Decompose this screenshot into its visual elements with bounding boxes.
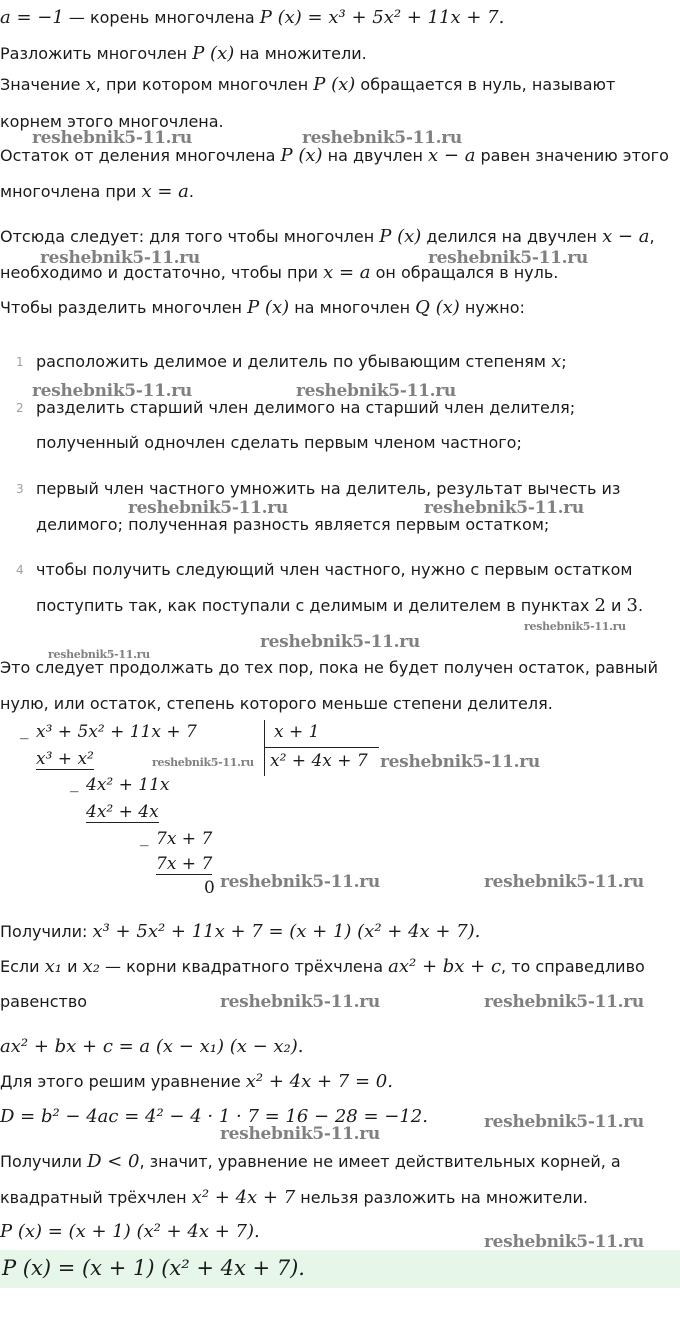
text-line xyxy=(0,227,655,247)
answer-box xyxy=(0,1250,680,1288)
watermark: reshebnik5-11.ru xyxy=(380,752,540,772)
text: нельзя разложить на множители. xyxy=(295,1188,588,1207)
list-number: 2 xyxy=(16,401,24,415)
watermark: reshebnik5-11.ru xyxy=(260,632,420,652)
math: P (x) xyxy=(313,74,356,95)
text: Чтобы разделить многочлен xyxy=(0,298,248,317)
watermark: reshebnik5-11.ru xyxy=(220,872,380,892)
list-number: 4 xyxy=(16,563,24,577)
watermark: reshebnik5-11.ru xyxy=(484,1112,644,1132)
math: x xyxy=(85,74,96,95)
list-item xyxy=(36,398,575,418)
math: P (x) = x³ + 5x² + 11x + 7. xyxy=(259,7,505,28)
text: Если xyxy=(0,957,45,976)
text-line xyxy=(0,75,615,95)
formula-line xyxy=(0,1037,304,1057)
formula-line xyxy=(0,1222,260,1242)
text: на двучлен xyxy=(322,146,429,165)
watermark: reshebnik5-11.ru xyxy=(428,248,588,268)
watermark: reshebnik5-11.ru xyxy=(424,498,584,518)
text-line xyxy=(0,694,553,714)
math: P (x) = (x + 1) (x² + 4x + 7). xyxy=(0,1221,260,1242)
list-number: 1 xyxy=(16,355,24,369)
watermark: reshebnik5-11.ru xyxy=(524,620,626,633)
list-item xyxy=(36,560,632,580)
text-line xyxy=(0,1152,621,1172)
text: — корни квадратного трёхчлена xyxy=(99,957,389,976)
watermark: reshebnik5-11.ru xyxy=(484,1232,644,1252)
minus-sign: _ xyxy=(20,720,29,740)
text: , значит, уравнение не имеет действительных корней, а xyxy=(139,1152,621,1171)
math: x₂ xyxy=(82,956,100,977)
subtrahend: x³ + x² xyxy=(36,749,94,769)
text: квадратный трёхчлен xyxy=(0,1188,192,1207)
watermark: reshebnik5-11.ru xyxy=(484,992,644,1012)
text: Остаток от деления многочлена xyxy=(0,146,281,165)
text-line xyxy=(0,1188,588,1208)
list-number: 3 xyxy=(16,482,24,496)
text: делился на двучлен xyxy=(421,227,603,246)
final-remainder: 0 xyxy=(204,878,215,898)
watermark: reshebnik5-11.ru xyxy=(220,1124,380,1144)
math: x xyxy=(551,351,562,372)
dividend: x³ + 5x² + 11x + 7 xyxy=(36,722,197,742)
watermark: reshebnik5-11.ru xyxy=(220,992,380,1012)
watermark: reshebnik5-11.ru xyxy=(128,498,288,518)
math: x² + 4x + 7 xyxy=(191,1187,296,1208)
math: ax² + bx + c = a (x − x₁) (x − x₂). xyxy=(0,1036,304,1057)
text: первый член частного умножить на делитель, результат вычесть из xyxy=(36,479,621,498)
text: и xyxy=(62,957,83,976)
text: расположить делимое и делитель по убывающим степеням xyxy=(36,352,552,371)
watermark: reshebnik5-11.ru xyxy=(302,128,462,148)
watermark: reshebnik5-11.ru xyxy=(40,248,200,268)
math: ax² + bx + c xyxy=(388,956,502,977)
divisor: x + 1 xyxy=(274,722,320,742)
text: . xyxy=(188,182,195,201)
divisor-underline xyxy=(265,747,379,748)
text: чтобы получить следующий член частного, нужно с первым остатком xyxy=(36,560,633,579)
list-item-continuation xyxy=(36,515,549,535)
watermark: reshebnik5-11.ru xyxy=(32,128,192,148)
text: делимого; полученная разность является первым остатком; xyxy=(36,515,550,534)
text: ; xyxy=(561,352,567,371)
remainder: 4x² + 11x xyxy=(86,775,170,795)
math: x − a xyxy=(602,226,650,247)
list-item-continuation xyxy=(36,596,643,616)
math: a = −1 xyxy=(0,7,64,28)
text-line xyxy=(0,992,87,1012)
watermark: reshebnik5-11.ru xyxy=(48,648,150,661)
text: корнем этого многочлена. xyxy=(0,112,224,131)
list-item-continuation xyxy=(36,433,522,453)
text: Для этого решим уравнение xyxy=(0,1072,246,1091)
text: многочлена при xyxy=(0,182,142,201)
math: x = a xyxy=(141,181,189,202)
math: P (x) xyxy=(192,43,235,64)
text: , при котором многочлен xyxy=(95,75,314,94)
quotient: x² + 4x + 7 xyxy=(270,751,368,771)
math: 2 xyxy=(594,595,606,616)
math: x − a xyxy=(428,145,476,166)
subtrahend: 7x + 7 xyxy=(156,854,213,874)
task-statement xyxy=(0,44,367,64)
text-line xyxy=(0,182,194,202)
watermark: reshebnik5-11.ru xyxy=(32,381,192,401)
text: , xyxy=(649,227,655,246)
math: P (x) xyxy=(379,226,422,247)
list-item xyxy=(36,479,620,499)
text: нулю, или остаток, степень которого меньше степени делителя. xyxy=(0,694,553,713)
division-vertical-line xyxy=(264,720,265,776)
watermark: reshebnik5-11.ru xyxy=(296,381,456,401)
math: x₁ xyxy=(44,956,62,977)
text-line xyxy=(0,658,658,678)
result-line xyxy=(0,922,480,942)
math: x² + 4x + 7 = 0. xyxy=(245,1071,393,1092)
text: необходимо и достаточно, чтобы при xyxy=(0,263,324,282)
text: Получили: xyxy=(0,922,93,941)
math: P (x) xyxy=(280,145,323,166)
text-line xyxy=(0,1072,393,1092)
text: равенство xyxy=(0,992,88,1011)
math: x³ + 5x² + 11x + 7 = (x + 1) (x² + 4x + 7). xyxy=(92,921,481,942)
watermark: reshebnik5-11.ru xyxy=(484,872,644,892)
text: Это следует продолжать до тех пор, пока не будет получен остаток, равный xyxy=(0,658,658,677)
minus-sign: _ xyxy=(70,773,79,793)
text: . xyxy=(637,596,644,615)
text: обращается в нуль, называют xyxy=(355,75,616,94)
text: Разложить многочлен xyxy=(0,44,193,63)
text: он обращался в нуль. xyxy=(370,263,559,282)
text: равен значению этого xyxy=(475,146,669,165)
text: полученный одночлен сделать первым членом частного; xyxy=(36,433,522,452)
text: , то справедливо xyxy=(501,957,645,976)
text-line xyxy=(0,146,669,166)
text-line xyxy=(0,8,504,28)
text: — корень многочлена xyxy=(63,8,260,27)
text: поступить так, как поступали с делимым и делителем в пунктах xyxy=(36,596,595,615)
text: на многочлен xyxy=(289,298,416,317)
text: Получили xyxy=(0,1152,88,1171)
watermark: reshebnik5-11.ru xyxy=(152,756,254,769)
math: Q (x) xyxy=(415,297,460,318)
text: Значение xyxy=(0,75,86,94)
minus-sign: _ xyxy=(140,827,149,847)
text: и xyxy=(605,596,627,615)
list-item xyxy=(36,352,567,372)
math: x = a xyxy=(323,262,371,283)
text: разделить старший член делимого на старший член делителя; xyxy=(36,398,576,417)
math: D < 0 xyxy=(87,1151,140,1172)
math: D = b² − 4ac = 4² − 4 · 1 · 7 = 16 − 28 = −12. xyxy=(0,1106,428,1127)
subtrahend: 4x² + 4x xyxy=(86,802,159,822)
answer-math: P (x) = (x + 1) (x² + 4x + 7). xyxy=(2,1256,305,1280)
text-line xyxy=(0,957,645,977)
math: P (x) xyxy=(247,297,290,318)
remainder: 7x + 7 xyxy=(156,829,213,849)
text: нужно: xyxy=(459,298,525,317)
text: Отсюда следует: для того чтобы многочлен xyxy=(0,227,380,246)
math: 3 xyxy=(626,595,638,616)
text-line xyxy=(0,298,525,318)
text: на множители. xyxy=(234,44,367,63)
